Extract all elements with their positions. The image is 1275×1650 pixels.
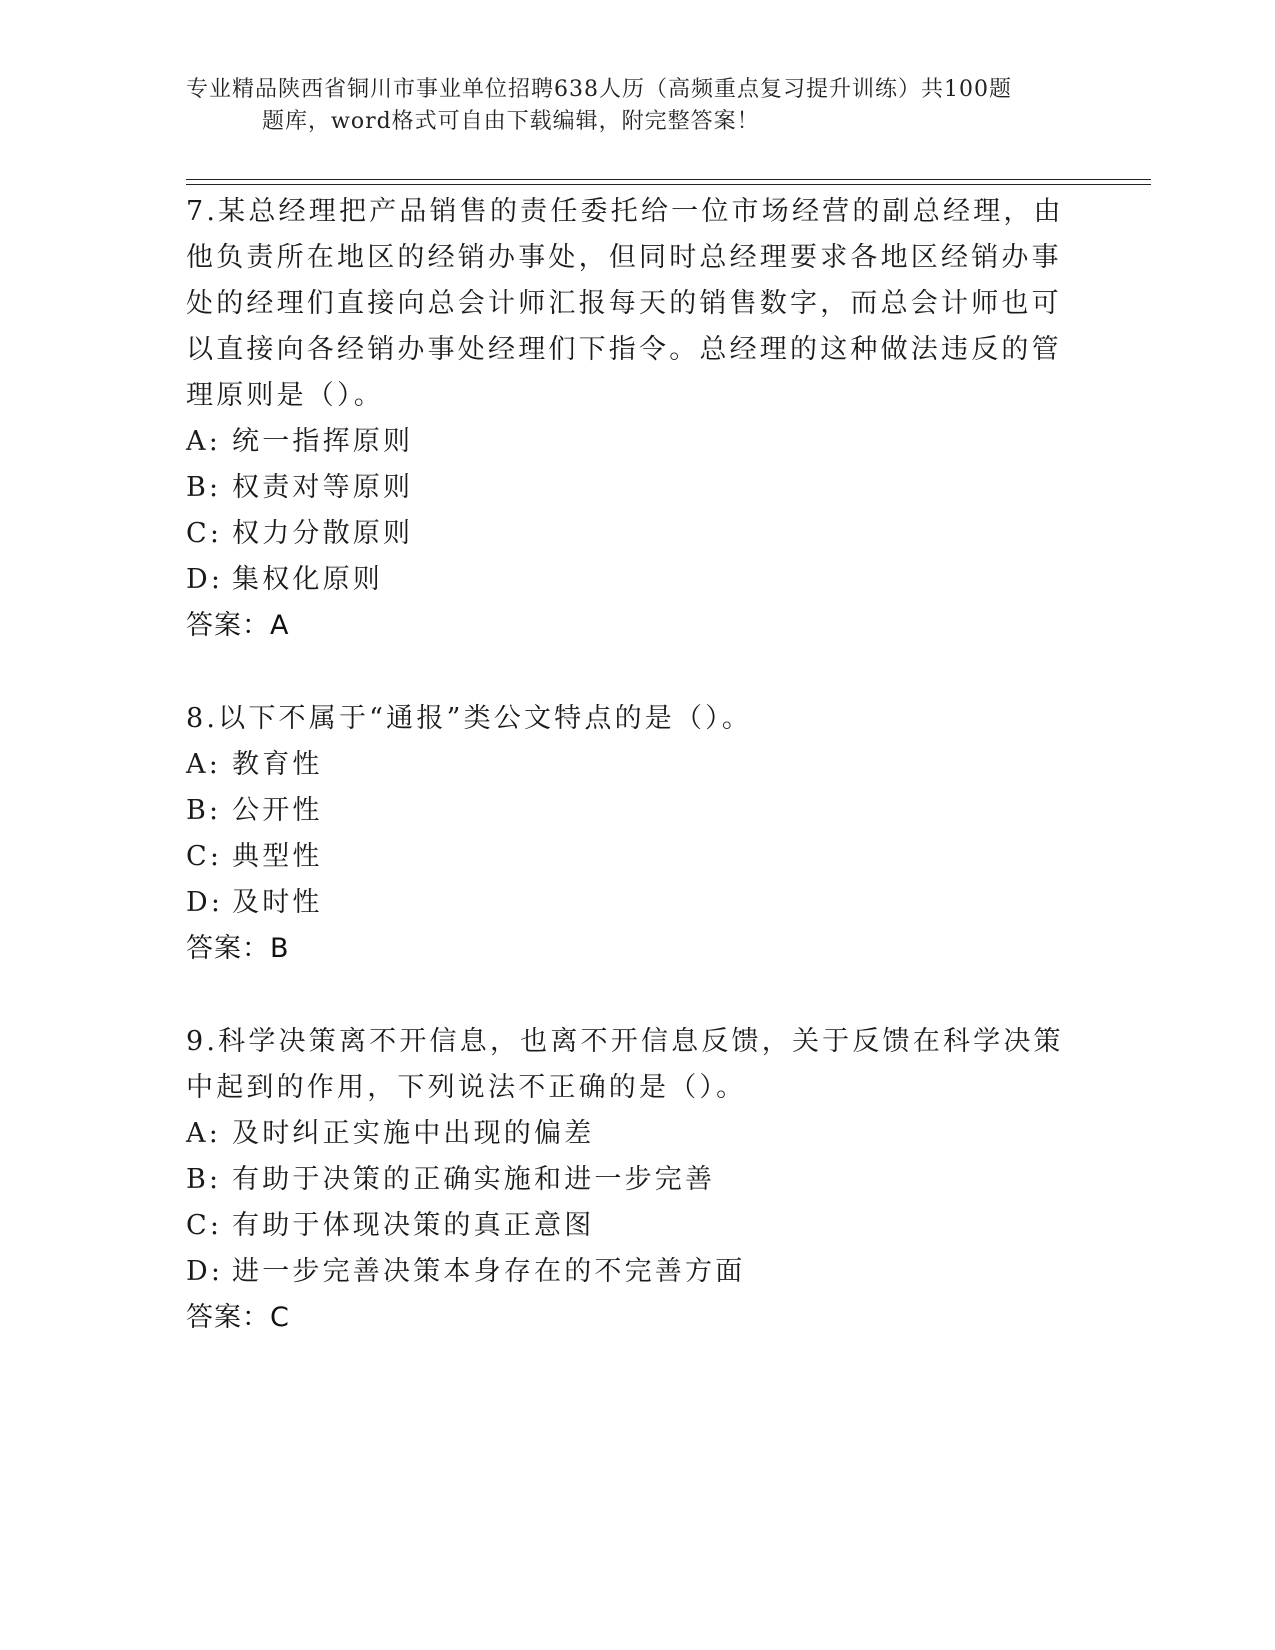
question-stem: 9.科学决策离不开信息，也离不开信息反馈，关于反馈在科学决策中起到的作用，下列说法不正确的是（）。: [186, 1026, 1064, 1103]
header-divider-bottom: [186, 184, 1151, 185]
option-a: [186, 742, 1066, 788]
answer-line: 答案：B: [186, 933, 290, 964]
option-key: B:: [186, 472, 222, 503]
answer-line: 答案：A: [186, 610, 290, 641]
question-stem: 8.以下不属于“通报”类公文特点的是（）。: [186, 703, 753, 734]
header-divider-top: [186, 179, 1151, 180]
option-text: 教育性: [232, 749, 323, 780]
option-b: [186, 1157, 1066, 1203]
option-text: 公开性: [232, 795, 323, 826]
option-text: 有助于体现决策的真正意图: [232, 1210, 595, 1241]
option-key: D:: [186, 564, 224, 595]
option-text: 有助于决策的正确实施和进一步完善: [232, 1164, 716, 1195]
header-title-line1: 专业精品陕西省铜川市事业单位招聘638人历（高频重点复习提升训练）共100题: [186, 77, 1012, 102]
header-title-line2: 题库，word格式可自由下载编辑，附完整答案！: [262, 109, 760, 134]
option-key: C:: [186, 841, 223, 872]
option-key: B:: [186, 795, 222, 826]
option-d: [186, 1249, 1066, 1295]
answer-line: 答案：C: [186, 1302, 290, 1333]
option-key: C:: [186, 1210, 223, 1241]
option-text: 典型性: [232, 841, 323, 872]
option-text: 及时纠正实施中出现的偏差: [232, 1118, 595, 1149]
option-key: A:: [186, 1118, 221, 1149]
option-key: D:: [186, 1256, 224, 1287]
question-9: [186, 1019, 1066, 1341]
option-a: [186, 1111, 1066, 1157]
option-key: B:: [186, 1164, 222, 1195]
question-stem: 7.某总经理把产品销售的责任委托给一位市场经营的副总经理，由他负责所在地区的经销办事处，但同时总经理要求各地区经销办事处的经理们直接向总会计师汇报每天的销售数字，而总会计师也可以直接向各经销办事处经理们下指令。总经理的这种做法违反的管理原则是（）。: [186, 196, 1064, 411]
option-text: 进一步完善决策本身存在的不完善方面: [232, 1256, 746, 1287]
option-key: D:: [186, 887, 224, 918]
question-list: [186, 189, 1066, 1388]
question-7: [186, 189, 1066, 649]
page-header: [186, 74, 1086, 138]
option-d: [186, 557, 1066, 603]
option-c: [186, 511, 1066, 557]
option-text: 集权化原则: [232, 564, 383, 595]
option-text: 及时性: [232, 887, 323, 918]
option-key: A:: [186, 426, 221, 457]
option-a: [186, 419, 1066, 465]
option-text: 权责对等原则: [232, 472, 414, 503]
option-key: A:: [186, 749, 221, 780]
option-text: 权力分散原则: [232, 518, 414, 549]
option-key: C:: [186, 518, 223, 549]
option-c: [186, 1203, 1066, 1249]
option-text: 统一指挥原则: [232, 426, 414, 457]
option-b: [186, 788, 1066, 834]
option-b: [186, 465, 1066, 511]
question-8: [186, 696, 1066, 972]
option-c: [186, 834, 1066, 880]
option-d: [186, 880, 1066, 926]
